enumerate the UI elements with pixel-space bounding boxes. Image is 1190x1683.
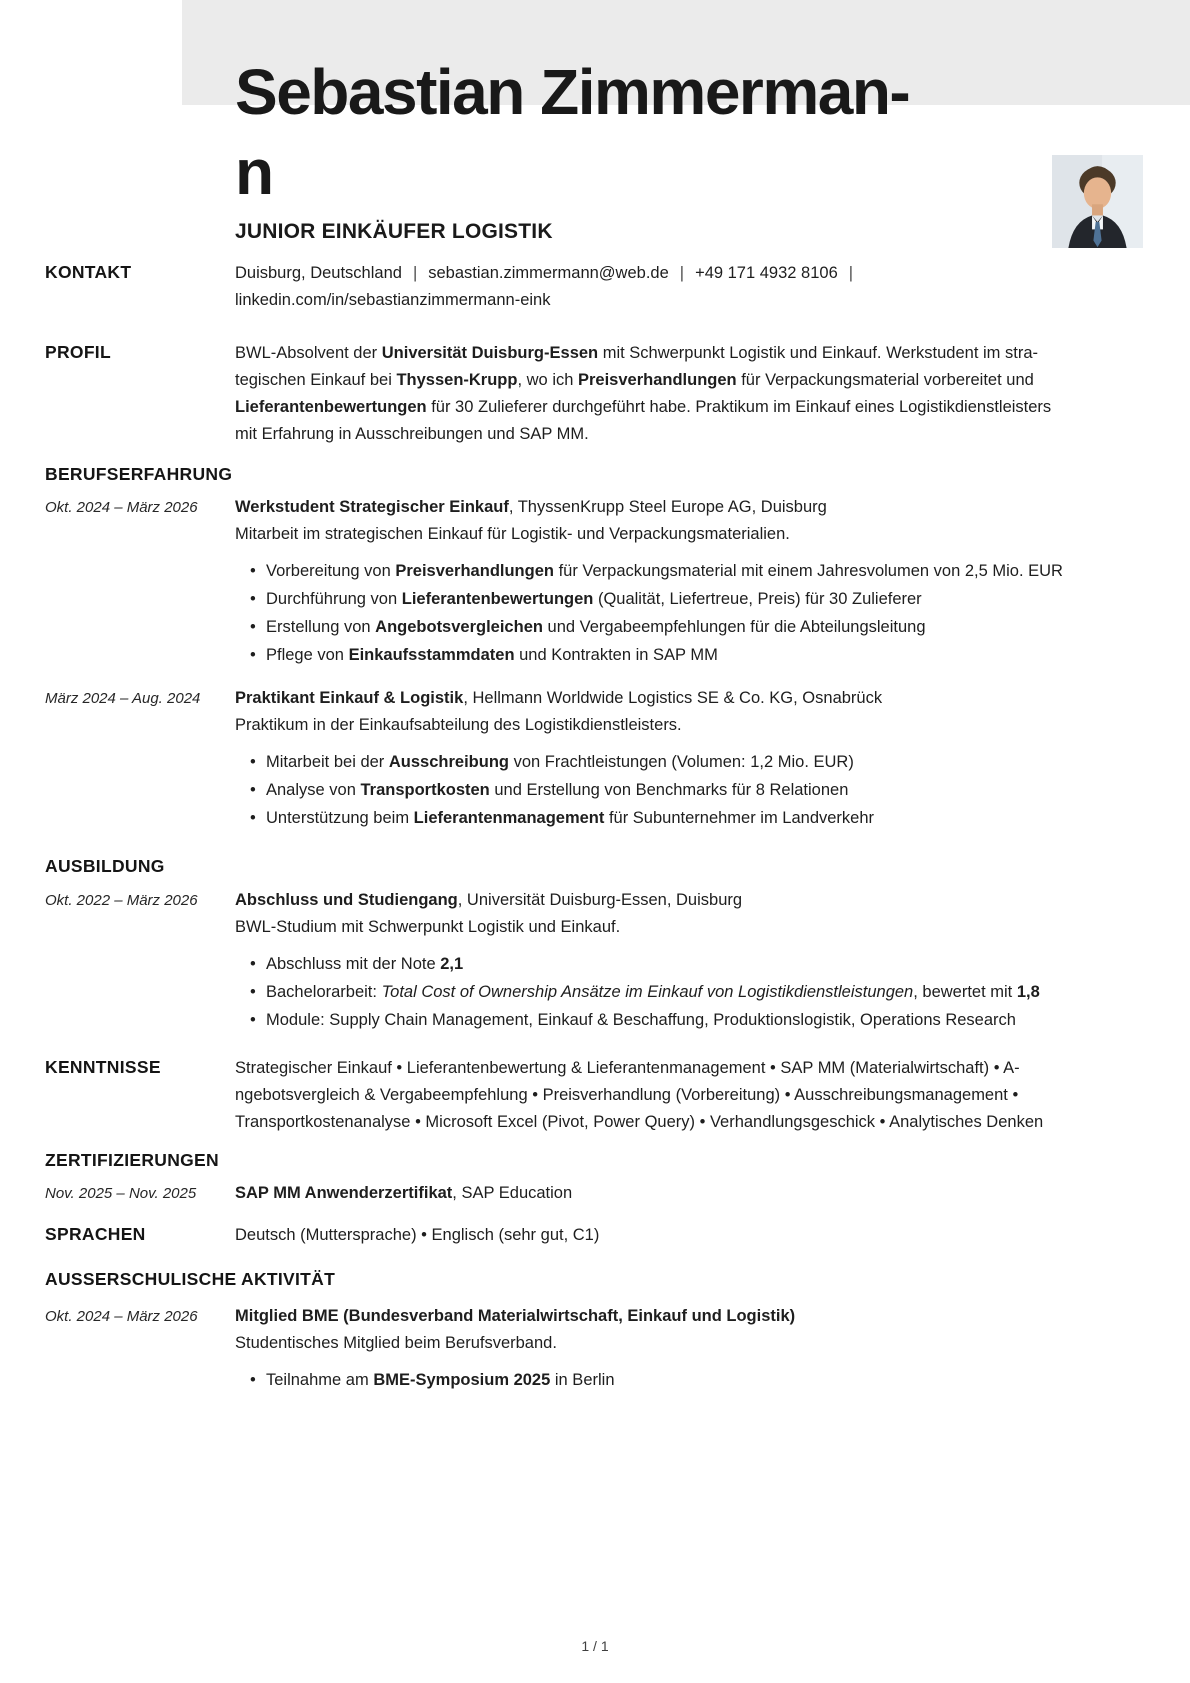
page-indicator: 1 / 1 — [581, 1638, 609, 1654]
text-segment: mit Erfahrung in Ausschreibungen und SAP MM. — [235, 425, 589, 443]
text-segment: , bewertet mit — [913, 983, 1017, 1001]
resume-section-heading — [0, 462, 1190, 486]
text-segment: , Universität Duisburg-Essen, Duisburg — [457, 891, 743, 909]
profil-line — [235, 421, 1145, 448]
entry-berufserfahrung — [0, 685, 1190, 832]
bullet-item — [235, 978, 1145, 1006]
resume-section-heading — [0, 854, 1190, 878]
text-segment: SAP MM Anwenderzertifikat — [235, 1184, 453, 1202]
text-segment: Mitarbeit bei der — [266, 753, 389, 771]
text-segment: BME-Symposium 2025 — [373, 1371, 551, 1389]
profil-line — [235, 340, 1145, 367]
section-profil — [0, 340, 1190, 448]
text-segment: 2,1 — [440, 955, 464, 973]
entry-bullets — [235, 1366, 1145, 1394]
kontakt-line — [235, 260, 1145, 287]
section-content-profil — [235, 340, 1145, 448]
text-segment: für Subunternehmer im Landverkehr — [604, 809, 875, 827]
entry-description — [235, 914, 1145, 941]
text-segment: Analyse von — [266, 781, 361, 799]
candidate-job-title: JUNIOR EINKÄUFER LOGISTIK — [235, 220, 553, 243]
text-segment: sebastian.zimmermann@web.de — [428, 264, 669, 282]
text-segment: ngebotsvergleich & Vergabeempfehlung • Preisverhandlung (Vorbereitung) • Ausschreibungsmanagement • — [235, 1086, 1019, 1104]
text-segment: Preisverhandlungen — [395, 562, 554, 580]
entry-title — [235, 1180, 1145, 1207]
entry-date: März 2024 – Aug. 2024 — [45, 690, 201, 707]
text-segment: BWL-Studium mit Schwerpunkt Logistik und Einkauf. — [235, 918, 621, 936]
text-segment: , Hellmann Worldwide Logistics SE & Co. KG, Osnabrück — [463, 689, 883, 707]
section-heading-kenntnisse: KENNTNISSE — [45, 1057, 161, 1077]
text-segment: Abschluss mit der Note — [266, 955, 441, 973]
section-content-kenntnisse — [235, 1055, 1145, 1136]
entry-ausserschulische-aktivitaet — [0, 1303, 1190, 1394]
text-segment: von Frachtleistungen (Volumen: 1,2 Mio. EUR) — [509, 753, 854, 771]
entry-berufserfahrung — [0, 494, 1190, 669]
entry-title — [235, 1303, 1145, 1330]
text-segment: Transportkostenanalyse • Microsoft Excel (Pivot, Power Query) • Verhandlungsgeschick • Analytisches Denken — [235, 1113, 1044, 1131]
text-segment: Bachelorarbeit: — [266, 983, 382, 1001]
text-segment: Praktikum in der Einkaufsabteilung des Logistikdienstleisters. — [235, 716, 682, 734]
entry-date: Okt. 2024 – März 2026 — [45, 499, 198, 516]
section-heading-kontakt: KONTAKT — [45, 262, 132, 282]
section-sprachen — [0, 1222, 1190, 1249]
bullet-item — [235, 613, 1145, 641]
entry-date: Okt. 2022 – März 2026 — [45, 892, 198, 909]
section-content-sprachen — [235, 1222, 1145, 1249]
kenntnisse-line — [235, 1109, 1145, 1136]
text-segment: , SAP Education — [452, 1184, 573, 1202]
resume-header — [0, 0, 1190, 244]
entry-body — [235, 685, 1145, 832]
text-segment: Duisburg, Deutschland — [235, 264, 402, 282]
text-segment: für 30 Zulieferer durchgeführt habe. Praktikum im Einkauf eines Logistikdienstleisters — [426, 398, 1052, 416]
text-segment: Angebotsvergleichen — [375, 618, 543, 636]
text-segment: 1,8 — [1016, 983, 1040, 1001]
entry-title — [235, 887, 1145, 914]
text-segment: Vorbereitung von — [266, 562, 396, 580]
text-segment: und Erstellung von Benchmarks für 8 Relationen — [489, 781, 849, 799]
entry-description — [235, 521, 1145, 548]
text-segment: (Qualität, Liefertreue, Preis) für 30 Zulieferer — [593, 590, 922, 608]
text-segment: Deutsch (Muttersprache) • Englisch (sehr gut, C1) — [235, 1226, 600, 1244]
text-segment: Mitglied BME (Bundesverband Materialwirtschaft, Einkauf und Logistik) — [235, 1307, 796, 1325]
text-segment: Thyssen-Krupp — [396, 371, 518, 389]
candidate-name-line1: Sebastian Zimmerman- — [235, 56, 910, 128]
text-segment: in Berlin — [550, 1371, 615, 1389]
text-segment: BWL-Absolvent der — [235, 344, 382, 362]
entry-description — [235, 1330, 1145, 1357]
text-segment: tegischen Einkauf bei — [235, 371, 397, 389]
resume-section-heading — [0, 1148, 1190, 1172]
bullet-item — [235, 776, 1145, 804]
entry-date: Nov. 2025 – Nov. 2025 — [45, 1185, 197, 1202]
separator: | — [848, 264, 854, 282]
entry-description — [235, 712, 1145, 739]
text-segment: für Verpackungsmaterial mit einem Jahresvolumen von 2,5 Mio. EUR — [553, 562, 1063, 580]
separator: | — [412, 264, 418, 282]
entry-body — [235, 1303, 1145, 1394]
sprachen-line — [235, 1222, 1145, 1249]
candidate-name — [235, 52, 1145, 212]
resume-section-heading — [0, 1267, 1190, 1291]
entry-bullets — [235, 748, 1145, 832]
bullet-item — [235, 950, 1145, 978]
text-segment: , wo ich — [517, 371, 578, 389]
entry-date: Okt. 2024 – März 2026 — [45, 1308, 198, 1325]
text-segment: Lieferantenbewertungen — [401, 590, 594, 608]
text-segment: Lieferantenmanagement — [413, 809, 605, 827]
candidate-name-line2: n — [235, 136, 273, 208]
bullet-item — [235, 557, 1145, 585]
text-segment: Preisverhandlungen — [578, 371, 737, 389]
text-segment: +49 171 4932 8106 — [695, 264, 838, 282]
section-heading-sprachen: SPRACHEN — [45, 1224, 146, 1244]
text-segment: für Verpackungsmaterial vorbereitet und — [736, 371, 1034, 389]
bullet-item — [235, 641, 1145, 669]
separator: | — [679, 264, 685, 282]
text-segment: Unterstützung beim — [266, 809, 414, 827]
bullet-item — [235, 804, 1145, 832]
bullet-item — [235, 1366, 1145, 1394]
text-segment: Module: Supply Chain Management, Einkauf & Beschaffung, Produktionslogistik, Operations Research — [266, 1011, 1016, 1029]
section-heading-berufserfahrung: BERUFSERFAHRUNG — [45, 464, 233, 484]
text-segment: Lieferantenbewertungen — [235, 398, 427, 416]
entry-zertifizierungen — [0, 1180, 1190, 1207]
text-segment: Praktikant Einkauf & Logistik — [235, 689, 464, 707]
portrait-photo — [1052, 155, 1143, 248]
entry-bullets — [235, 950, 1145, 1034]
text-segment: Universität Duisburg-Essen — [381, 344, 599, 362]
bullet-item — [235, 748, 1145, 776]
entry-title — [235, 494, 1145, 521]
text-segment: linkedin.com/in/sebastianzimmermann-eink — [235, 291, 551, 309]
kenntnisse-line — [235, 1082, 1145, 1109]
bullet-item — [235, 585, 1145, 613]
text-segment: Abschluss und Studiengang — [235, 891, 458, 909]
section-heading-profil: PROFIL — [45, 342, 111, 362]
text-segment: Pflege von — [266, 646, 349, 664]
text-segment: Transportkosten — [360, 781, 490, 799]
section-heading-ausserschulische-aktivitaet: AUSSERSCHULISCHE AKTIVITÄT — [45, 1269, 336, 1289]
entry-title — [235, 685, 1145, 712]
profil-line — [235, 394, 1145, 421]
text-segment: und Kontrakten in SAP MM — [514, 646, 718, 664]
text-segment: Studentisches Mitglied beim Berufsverband. — [235, 1334, 557, 1352]
entry-body — [235, 494, 1145, 669]
section-kontakt — [0, 260, 1190, 314]
kontakt-line — [235, 287, 1145, 314]
bullet-item — [235, 1006, 1145, 1034]
entry-body — [235, 1180, 1145, 1207]
portrait-photo-graphic — [1052, 155, 1143, 248]
text-segment: mit Schwerpunkt Logistik und Einkauf. Werkstudent im stra- — [598, 344, 1039, 362]
entry-bullets — [235, 557, 1145, 669]
text-segment: Durchführung von — [266, 590, 402, 608]
resume-body — [0, 260, 1190, 1394]
kenntnisse-line — [235, 1055, 1145, 1082]
text-segment: Strategischer Einkauf • Lieferantenbewertung & Lieferantenmanagement • SAP MM (Materialwirtschaft) • A- — [235, 1059, 1020, 1077]
section-heading-zertifizierungen: ZERTIFIZIERUNGEN — [45, 1150, 219, 1170]
text-segment: und Vergabeempfehlungen für die Abteilungsleitung — [542, 618, 926, 636]
section-kenntnisse — [0, 1055, 1190, 1136]
text-segment: Einkaufsstammdaten — [348, 646, 515, 664]
section-content-kontakt — [235, 260, 1145, 314]
text-segment: Ausschreibung — [388, 753, 509, 771]
entry-body — [235, 887, 1145, 1034]
text-segment: , ThyssenKrupp Steel Europe AG, Duisburg — [508, 498, 827, 516]
text-segment: Werkstudent Strategischer Einkauf — [235, 498, 509, 516]
profil-line — [235, 367, 1145, 394]
text-segment: Teilnahme am — [266, 1371, 374, 1389]
section-heading-ausbildung: AUSBILDUNG — [45, 856, 165, 876]
entry-ausbildung — [0, 887, 1190, 1034]
text-segment: Mitarbeit im strategischen Einkauf für Logistik- und Verpackungsmaterialien. — [235, 525, 790, 543]
text-segment: Total Cost of Ownership Ansätze im Einkauf von Logistikdienstleistungen — [381, 983, 914, 1001]
text-segment: Erstellung von — [266, 618, 376, 636]
